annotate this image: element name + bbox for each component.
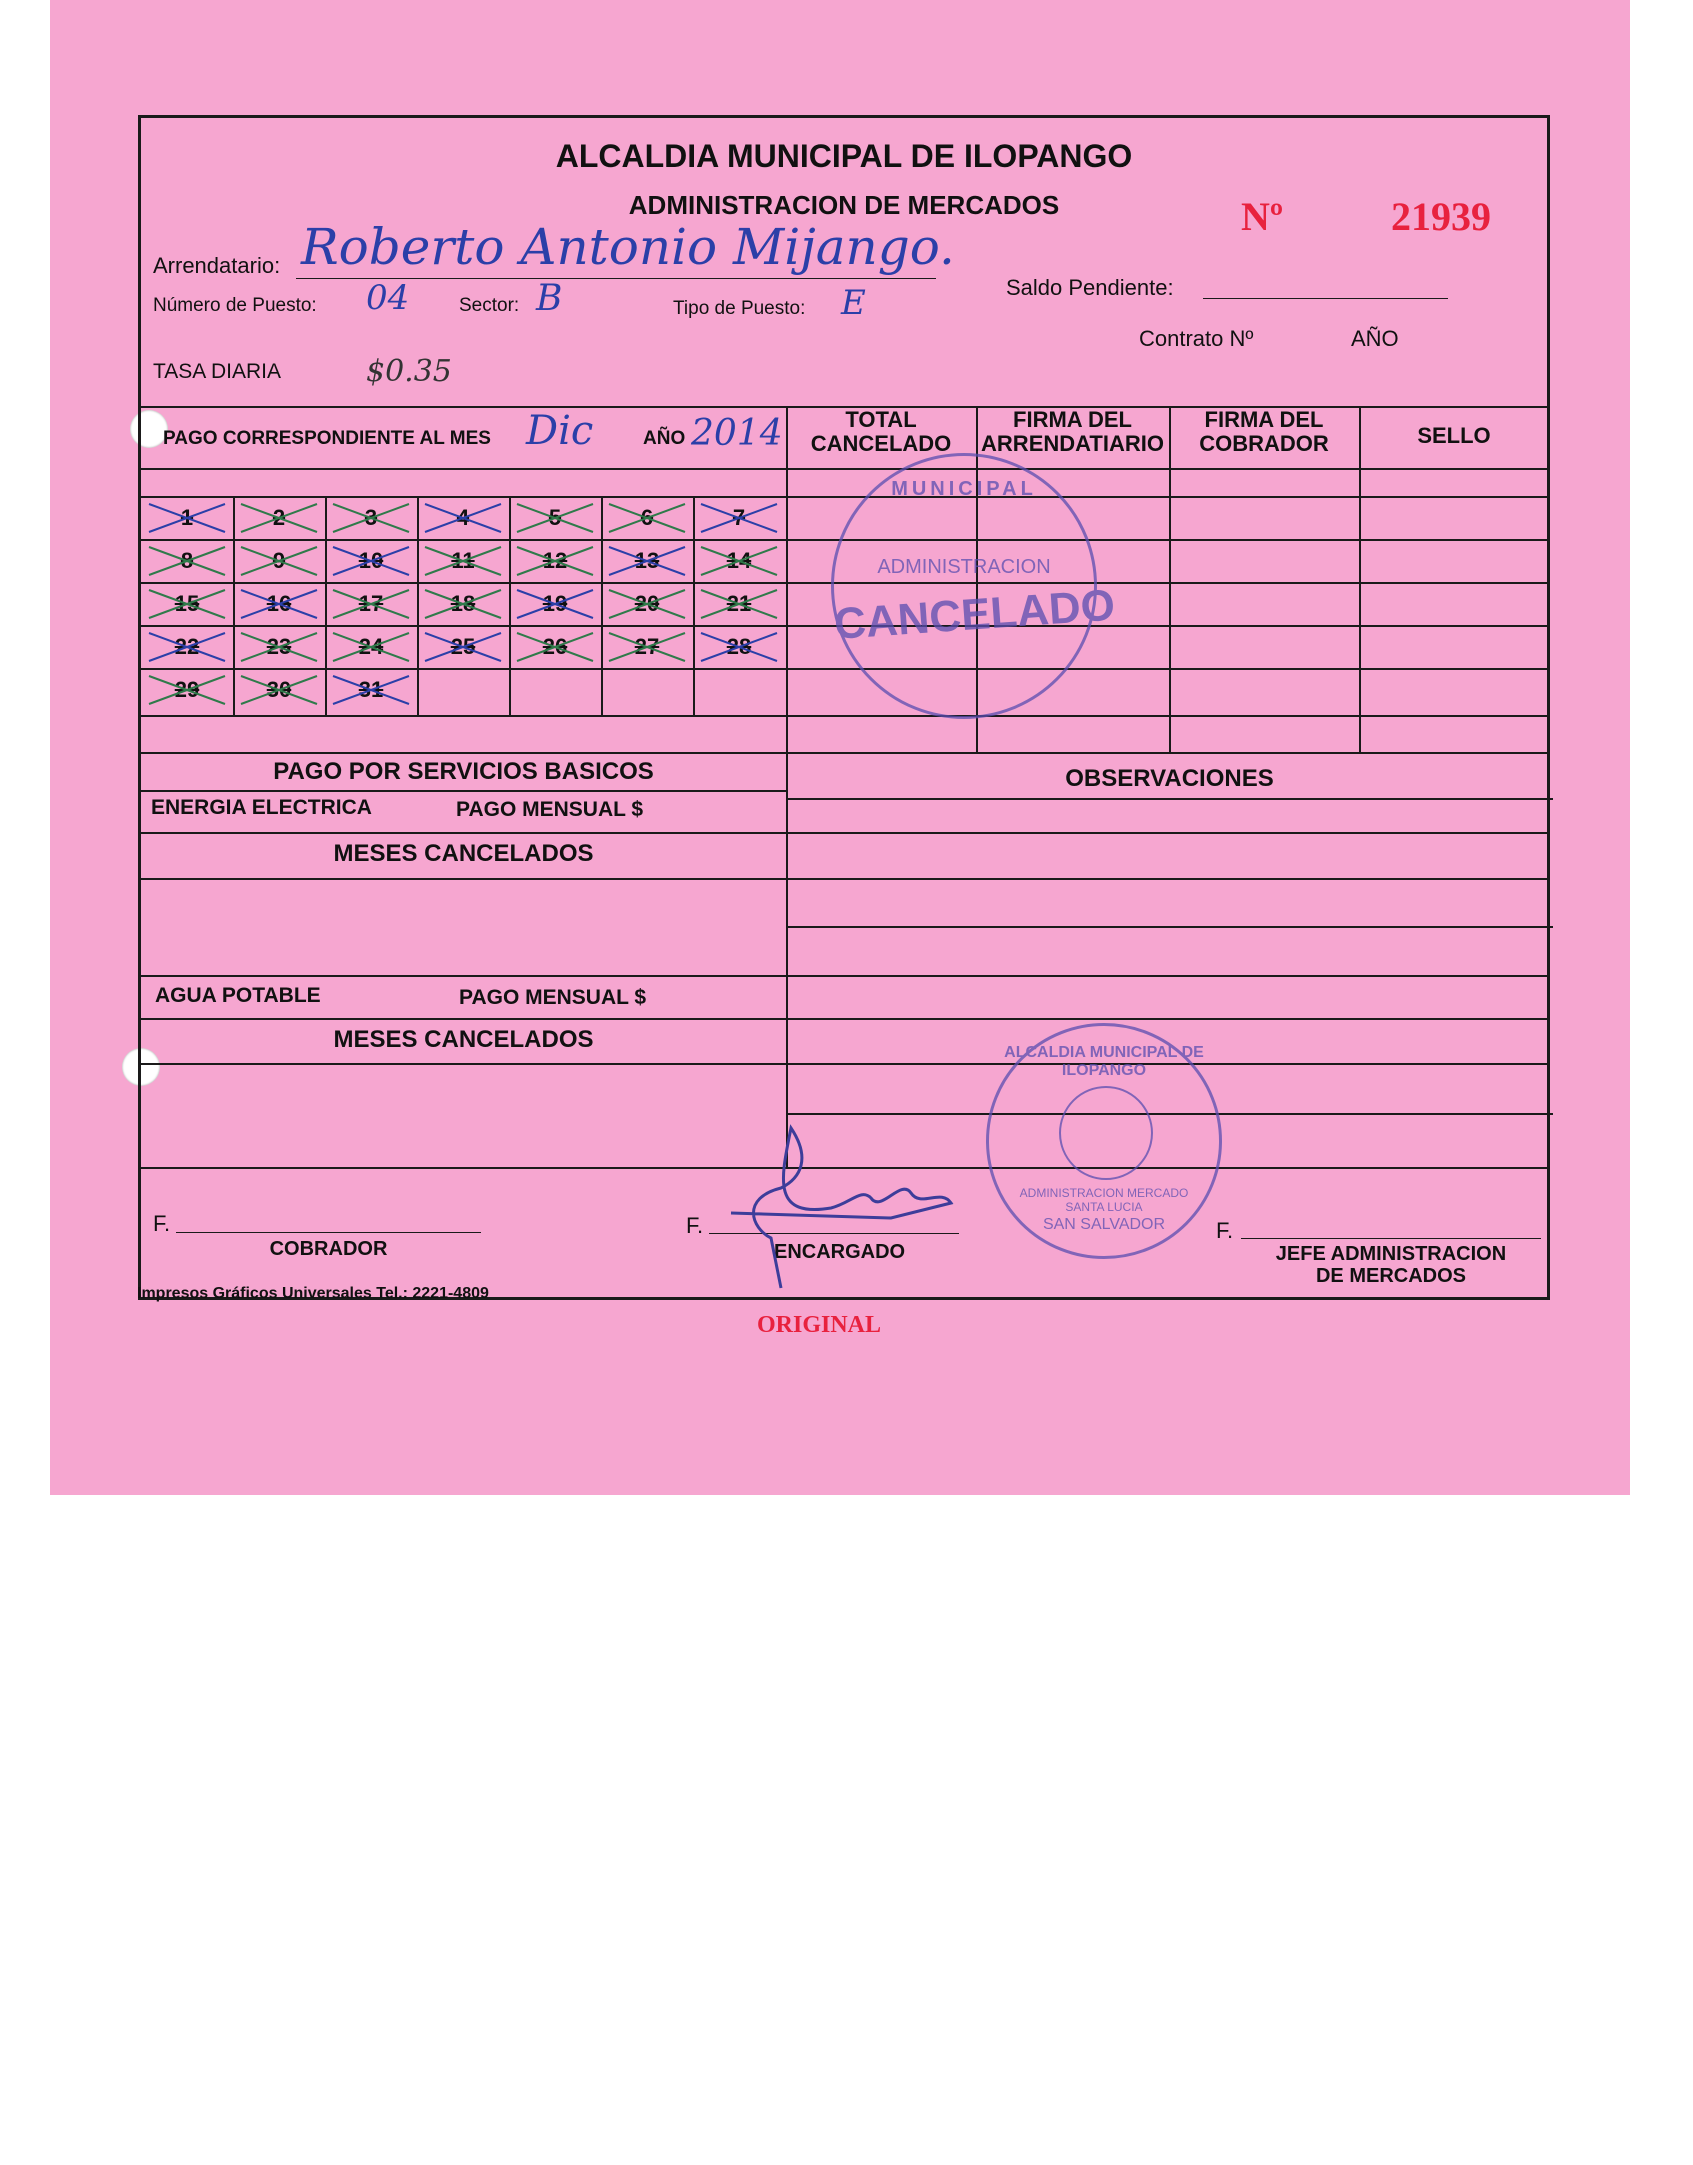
tipo-puesto-value: E — [841, 283, 866, 323]
energia-label: ENERGIA ELECTRICA — [151, 796, 372, 819]
day-cell: 25 — [450, 634, 476, 659]
copy-label-original: ORIGINAL — [757, 1312, 882, 1338]
day-checkmark — [325, 625, 417, 668]
puesto-label: Número de Puesto: — [153, 295, 317, 316]
puesto-value: 04 — [366, 278, 410, 318]
agua-label: AGUA POTABLE — [155, 984, 321, 1007]
day-cell: 12 — [542, 548, 568, 573]
contrato-label: Contrato Nº — [1139, 326, 1254, 351]
arrendatario-label: Arrendatario: — [153, 253, 281, 278]
col-sello: SELLO — [1417, 423, 1491, 448]
servicios-title: PAGO POR SERVICIOS BASICOS — [273, 758, 654, 785]
pago-anio-value: 2014 — [691, 413, 783, 454]
day-cell: 22 — [174, 634, 200, 659]
day-checkmark — [141, 496, 233, 539]
agua-meses-label: MESES CANCELADOS — [333, 1026, 594, 1053]
tasa-diaria-value: $0.35 — [366, 354, 452, 389]
contrato-anio-label: AÑO — [1351, 326, 1399, 351]
form-subtitle: ADMINISTRACION DE MERCADOS — [628, 190, 1060, 220]
day-cell: 17 — [358, 591, 384, 616]
day-checkmark — [417, 539, 509, 582]
observaciones-title: OBSERVACIONES — [1065, 765, 1274, 792]
printer-credit: Impresos Gráficos Universales Tel.: 2221-4809 — [137, 1285, 489, 1302]
form-title: ALCALDIA MUNICIPAL DE ILOPANGO — [555, 138, 1133, 174]
day-checkmark — [417, 625, 509, 668]
receipt-number: 21939 — [1391, 194, 1491, 239]
day-checkmark — [325, 582, 417, 625]
day-checkmark — [601, 496, 693, 539]
day-cell: 28 — [726, 634, 752, 659]
day-checkmark — [509, 539, 601, 582]
day-cell: 13 — [634, 548, 660, 573]
tasa-diaria-label: TASA DIARIA — [153, 360, 281, 383]
day-checkmark — [509, 582, 601, 625]
day-checkmark — [233, 496, 325, 539]
saldo-pendiente-label: Saldo Pendiente: — [1006, 275, 1174, 300]
col-firma-cobrador: FIRMA DEL COBRADOR — [1199, 407, 1329, 456]
municipal-seal: ALCALDIA MUNICIPAL DE ILOPANGO ADMINISTRACION MERCADO SANTA LUCIA SAN SALVADOR — [986, 1023, 1222, 1259]
day-cell: 19 — [542, 591, 568, 616]
energia-meses-label: MESES CANCELADOS — [333, 840, 594, 867]
day-checkmark — [693, 625, 785, 668]
col-firma-arrendatario: FIRMA DEL ARRENDATIARIO — [981, 407, 1164, 456]
mes-label: PAGO CORRESPONDIENTE AL MES — [163, 428, 491, 449]
day-cell: 23 — [266, 634, 292, 659]
day-cell: 31 — [358, 677, 384, 702]
day-cell: 16 — [266, 591, 292, 616]
day-cell: 27 — [634, 634, 660, 659]
signature-scribble — [711, 1118, 971, 1298]
day-cell: 29 — [174, 677, 200, 702]
encargado-label: ENCARGADO — [774, 1241, 906, 1263]
mes-value: Dic — [526, 408, 594, 454]
day-cell: 11 — [451, 548, 475, 573]
day-cell: 20 — [634, 591, 660, 616]
day-checkmark — [233, 668, 325, 711]
day-cell: 21 — [726, 591, 752, 616]
day-checkmark — [233, 625, 325, 668]
day-checkmark — [693, 539, 785, 582]
cancelado-stamp: MUNICIPAL ADMINISTRACION CANCELADO — [831, 453, 1097, 719]
day-checkmark — [141, 539, 233, 582]
day-checkmark — [325, 496, 417, 539]
day-checkmark — [601, 539, 693, 582]
day-checkmark — [693, 496, 785, 539]
day-cell: 30 — [266, 677, 292, 702]
arrendatario-value: Roberto Antonio Mijango. — [301, 218, 955, 276]
agua-pago-label: PAGO MENSUAL $ — [459, 986, 647, 1009]
energia-pago-label: PAGO MENSUAL $ — [456, 798, 644, 821]
cobrador-label: COBRADOR — [269, 1238, 388, 1260]
day-cell: 5 — [548, 505, 562, 530]
jefe-label: JEFE ADMINISTRACION DE MERCADOS — [1275, 1243, 1507, 1287]
day-cell: 7 — [732, 505, 746, 530]
day-cell: 3 — [364, 505, 378, 530]
day-checkmark — [325, 539, 417, 582]
day-cell: 2 — [272, 505, 286, 530]
day-checkmark — [601, 625, 693, 668]
day-checkmark — [601, 582, 693, 625]
day-checkmark — [509, 496, 601, 539]
receipt-number-prefix: Nº — [1241, 194, 1284, 239]
receipt-form — [138, 115, 1550, 1300]
day-cell: 15 — [174, 591, 200, 616]
sector-value: B — [536, 278, 563, 319]
day-cell: 18 — [450, 591, 476, 616]
day-checkmark — [141, 582, 233, 625]
col-total-cancelado: TOTAL CANCELADO — [810, 407, 952, 456]
seal-emblem-icon — [1059, 1086, 1153, 1180]
pago-anio-label: AÑO — [643, 428, 686, 449]
tipo-puesto-label: Tipo de Puesto: — [673, 298, 806, 319]
day-checkmark — [509, 625, 601, 668]
firma-jefe-f: F. — [1216, 1218, 1234, 1243]
day-cell: 9 — [272, 548, 286, 573]
day-checkmark — [325, 668, 417, 711]
day-checkmark — [417, 496, 509, 539]
day-cell: 26 — [542, 634, 568, 659]
day-checkmark — [233, 539, 325, 582]
day-checkmark — [693, 582, 785, 625]
day-checkmark — [417, 582, 509, 625]
day-cell: 14 — [726, 548, 752, 573]
saldo-line — [1203, 298, 1448, 299]
sector-label: Sector: — [459, 295, 520, 316]
day-cell: 1 — [180, 505, 194, 530]
day-cell: 4 — [456, 505, 470, 530]
day-checkmark — [141, 625, 233, 668]
day-cell: 8 — [180, 548, 194, 573]
day-cell: 24 — [358, 634, 384, 659]
day-cell: 6 — [640, 505, 654, 530]
day-checkmark — [141, 668, 233, 711]
firma-cobrador-f: F. — [153, 1211, 171, 1236]
firma-encargado-f: F. — [686, 1213, 704, 1238]
day-checkmark — [233, 582, 325, 625]
day-cell: 10 — [358, 548, 384, 573]
